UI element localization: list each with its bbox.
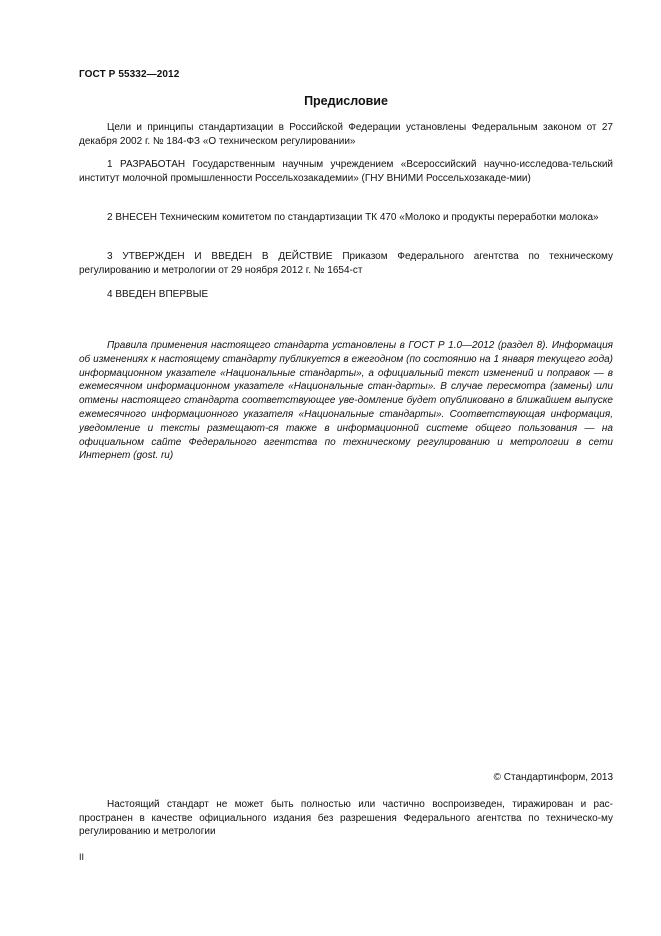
item-approved: 3 УТВЕРЖДЕН И ВВЕДЕН В ДЕЙСТВИЕ Приказом Федерального агентства по техническому регулированию и метрологии от 29 ноября 2012 г. № 1654-ст	[79, 251, 613, 276]
application-rules-notice: Правила применения настоящего стандарта установлены в ГОСТ Р 1.0—2012 (раздел 8). Информация об изменениях к настоящему стандарту публикуется в ежегодном (по состоянию на 1 января текущего года) информационном указателе «Национальные стандарты», а официальный текст изменений и поправок — в ежемесячном информационном указателе «Национальные стан-дарты». В случае пересмотра (замены) или отмены настоящего стандарта соответствующее уве-домление будет опубликовано в ближайшем выпуске ежемесячного информационного указателя «Национальные стандарты». Соответствующая информация, уведомление и тексты размещают-ся также в информационной системе общего пользования — на официальном сайте Федерального агентства по техническому регулированию и метрологии в сети Интернет (gost. ru)	[79, 340, 613, 462]
intro-paragraph: Цели и принципы стандартизации в Российской Федерации установлены Федеральным законом от 27 декабря 2002 г. № 184-ФЗ «О техническом регулировании»	[79, 122, 613, 147]
page-number: II	[79, 852, 85, 862]
copyright-line: © Стандартинформ, 2013	[493, 772, 613, 783]
item-developed: 1 РАЗРАБОТАН Государственным научным учреждением «Всероссийский научно-исследова-тельский институт молочной промышленности Россельхозакадемии» (ГНУ ВНИМИ Россельхозакаде-мии)	[79, 159, 613, 184]
section-title: Предисловие	[304, 94, 388, 108]
document-header: ГОСТ Р 55332—2012	[79, 69, 180, 80]
item-introduced-first: 4 ВВЕДЕН ВПЕРВЫЕ	[107, 289, 209, 300]
reproduction-notice: Настоящий стандарт не может быть полностью или частично воспроизведен, тиражирован и рас-пространен в качестве официального издания без разрешения Федерального агентства по техническо-му регулированию и метрологии	[79, 799, 613, 838]
item-submitted: 2 ВНЕСЕН Техническим комитетом по стандартизации ТК 470 «Молоко и продукты переработки молока»	[107, 212, 599, 223]
